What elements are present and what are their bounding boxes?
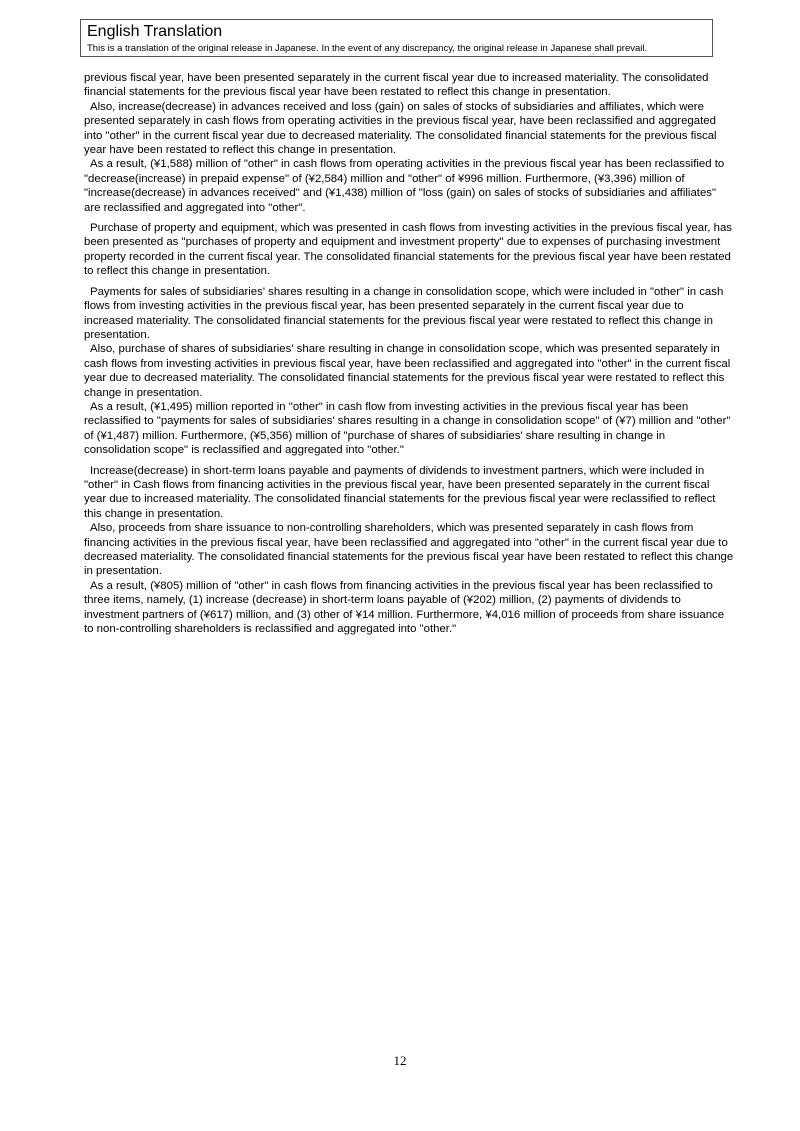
paragraph: Also, purchase of shares of subsidiaries' share resulting in change in consolidation scope, which was presented separately in cash flows from investing activities in previous fiscal year, have been reclassified and aggregated into "other" in the current fiscal year due to decreased materiality. The consolidated financial statements for the previous fiscal year were restated to reflect this change in presentation. <box>84 343 731 399</box>
page-number: 12 <box>393 1053 407 1068</box>
document-body <box>84 71 734 642</box>
paragraph: Also, increase(decrease) in advances received and loss (gain) on sales of stocks of subsidiaries and affiliates, which were presented separately in cash flows from operating activities in the previous fiscal year, have been reclassified and aggregated into "other" in the current fiscal year due to decreased materiality. The consolidated financial statements for the previous fiscal year have been restated to reflect this change in presentation. <box>84 100 717 157</box>
header-title: English Translation <box>87 23 223 40</box>
translation-disclaimer: This is a translation of the original release in Japanese. In the event of any discrepancy, the original release in Japanese shall prevail. <box>87 43 648 54</box>
translation-notice-box <box>80 19 713 57</box>
paragraph: Increase(decrease) in short-term loans payable and payments of dividends to investment partners, which were included in "other" in Cash flows from financing activities in the previous fiscal year, have been presented separately in the current fiscal year due to increased materiality. The consolidated financial statements for the previous fiscal year were reclassified to reflect this change in presentation. <box>84 464 716 520</box>
paragraph-continuation: previous fiscal year, have been presented separately in the current fiscal year due to increased materiality. The consolidated financial statements for the previous fiscal year have been restated to reflect this change in presentation. <box>84 72 709 99</box>
section-financing-activities <box>84 464 734 637</box>
paragraph: Payments for sales of subsidiaries' shares resulting in a change in consolidation scope, which were included in "other" in cash flows from investing activities in the previous fiscal year, has been presented separately in the current fiscal year due to increased materiality. The consolidated financial statements for the previous fiscal year were restated to reflect this change in presentation. <box>84 285 724 341</box>
paragraph: As a result, (¥1,495) million reported in "other" in cash flow from investing activities in the previous fiscal year has been reclassified to "payments for sales of subsidiaries' shares resulting in a change in consolidation scope" of (¥7) million and "other" of (¥1,487) million. Furthermore, (¥5,356) million of "purchase of shares of subsidiaries' share resulting in change in consolidation scope" is reclassified and aggregated into "other." <box>84 400 731 457</box>
paragraph: Also, proceeds from share issuance to non-controlling shareholders, which was presented separately in cash flows from financing activities in the previous fiscal year, have been reclassified and aggregated into "other" in the current fiscal year due to decreased materiality. The consolidated financial statements for the previous fiscal year have been restated to reflect this change in presentation. <box>84 522 734 578</box>
paragraph: As a result, (¥1,588) million of "other" in cash flows from operating activities in the previous fiscal year has been reclassified to "decrease(increase) in prepaid expense" of (¥2,584) million and "other" of ¥996 million. Furthermore, (¥3,396) million of "increase(decrease) in advances received" and (¥1,438) million of "loss (gain) on sales of stocks of subsidiaries and affiliates" are reclassified and aggregated into "other". <box>84 158 725 214</box>
section-operating-activities <box>84 71 734 215</box>
paragraph: As a result, (¥805) million of "other" in cash flows from financing activities in the previous fiscal year has been reclassified to three items, namely, (1) increase (decrease) in short-term loans payable of (¥202) million, (2) payments of dividends to investment partners of (¥617) million, and (3) other of ¥14 million. Furthermore, ¥4,016 million of proceeds from share issuance to non-controlling shareholders is reclassified and aggregated into "other." <box>84 579 725 636</box>
section-investing-activities <box>84 285 734 458</box>
paragraph: Purchase of property and equipment, which was presented in cash flows from investing activities in the previous fiscal year, has been presented as "purchases of property and equipment and investment property" due to expenses of purchasing investment property recorded in the current fiscal year. The consolidated financial statements for the previous fiscal year have been restated to reflect this change in presentation. <box>84 222 732 278</box>
section-property-equipment <box>84 221 734 279</box>
